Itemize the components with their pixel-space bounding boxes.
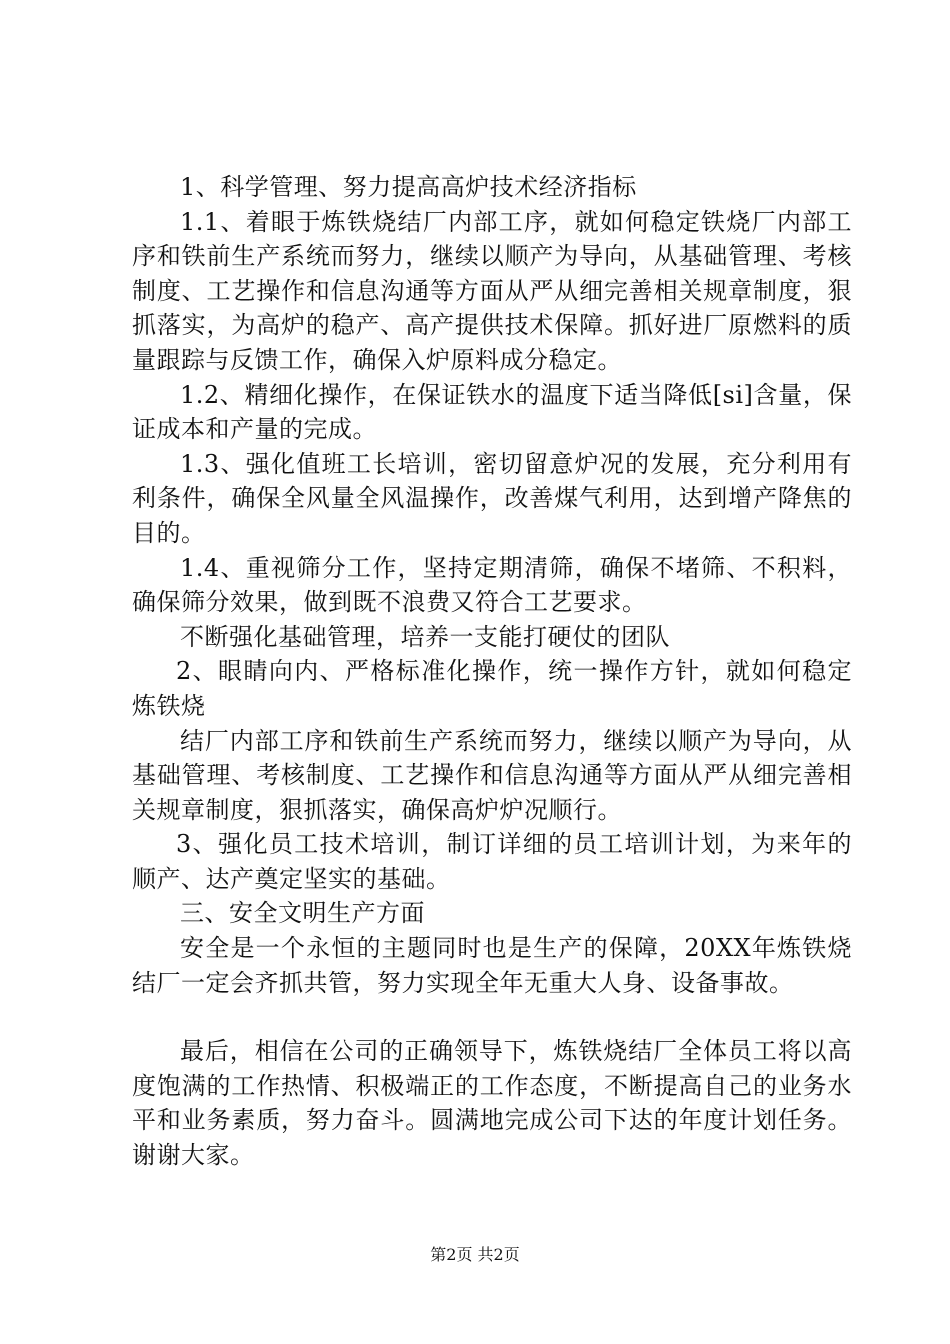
paragraph-2-continued: 结厂内部工序和铁前生产系统而努力，继续以顺产为导向，从基础管理、考核制度、工艺操作和信息沟通等方面从严从细完善相关规章制度，狠抓落实，确保高炉炉况顺行。: [132, 726, 852, 824]
paragraph-gap: [132, 1000, 852, 1034]
paragraph-3: 3、强化员工技术培训，制订详细的员工培训计划，为来年的顺产、达产奠定坚实的基础。: [132, 830, 852, 893]
page-footer: 第2页 共2页: [430, 1245, 520, 1264]
section-heading-basic-management: 不断强化基础管理，培养一支能打硬仗的团队: [180, 622, 670, 651]
section-heading-1: 1、科学管理、努力提高高炉技术经济指标: [180, 173, 637, 201]
paragraph-1-4: 1.4、重视筛分工作，坚持定期清筛，确保不堵筛、不积料，确保筛分效果，做到既不浪费又符合工艺要求。: [132, 553, 852, 617]
paragraph-2: 2、眼睛向内、严格标准化操作，统一操作方针，就如何稳定炼铁烧: [132, 657, 852, 720]
document-body: [132, 170, 852, 1173]
paragraph-safety: 安全是一个永恒的主题同时也是生产的保障，20XX年炼铁烧结厂一定会齐抓共管，努力实现全年无重大人身、设备事故。: [132, 934, 852, 997]
section-heading-safety: 三、安全文明生产方面: [180, 899, 425, 928]
paragraph-1-2: 1.2、精细化操作，在保证铁水的温度下适当降低[si]含量，保证成本和产量的完成。: [132, 380, 852, 444]
paragraph-closing: 最后，相信在公司的正确领导下，炼铁烧结厂全体员工将以高度饱满的工作热情、积极端正的工作态度，不断提高自己的业务水平和业务素质，努力奋斗。圆满地完成公司下达的年度计划任务。谢谢大家。: [132, 1037, 852, 1170]
paragraph-1-1: 1.1、着眼于炼铁烧结厂内部工序，就如何稳定铁烧厂内部工序和铁前生产系统而努力，继续以顺产为导向，从基础管理、考核制度、工艺操作和信息沟通等方面从严从细完善相关规章制度，狠抓落实，为高炉的稳产、高产提供技术保障。抓好进厂原燃料的质量跟踪与反馈工作，确保入炉原料成分稳定。: [132, 207, 852, 374]
paragraph-1-3: 1.3、强化值班工长培训，密切留意炉况的发展，充分利用有利条件，确保全风量全风温操作，改善煤气利用，达到增产降焦的目的。: [132, 449, 852, 547]
